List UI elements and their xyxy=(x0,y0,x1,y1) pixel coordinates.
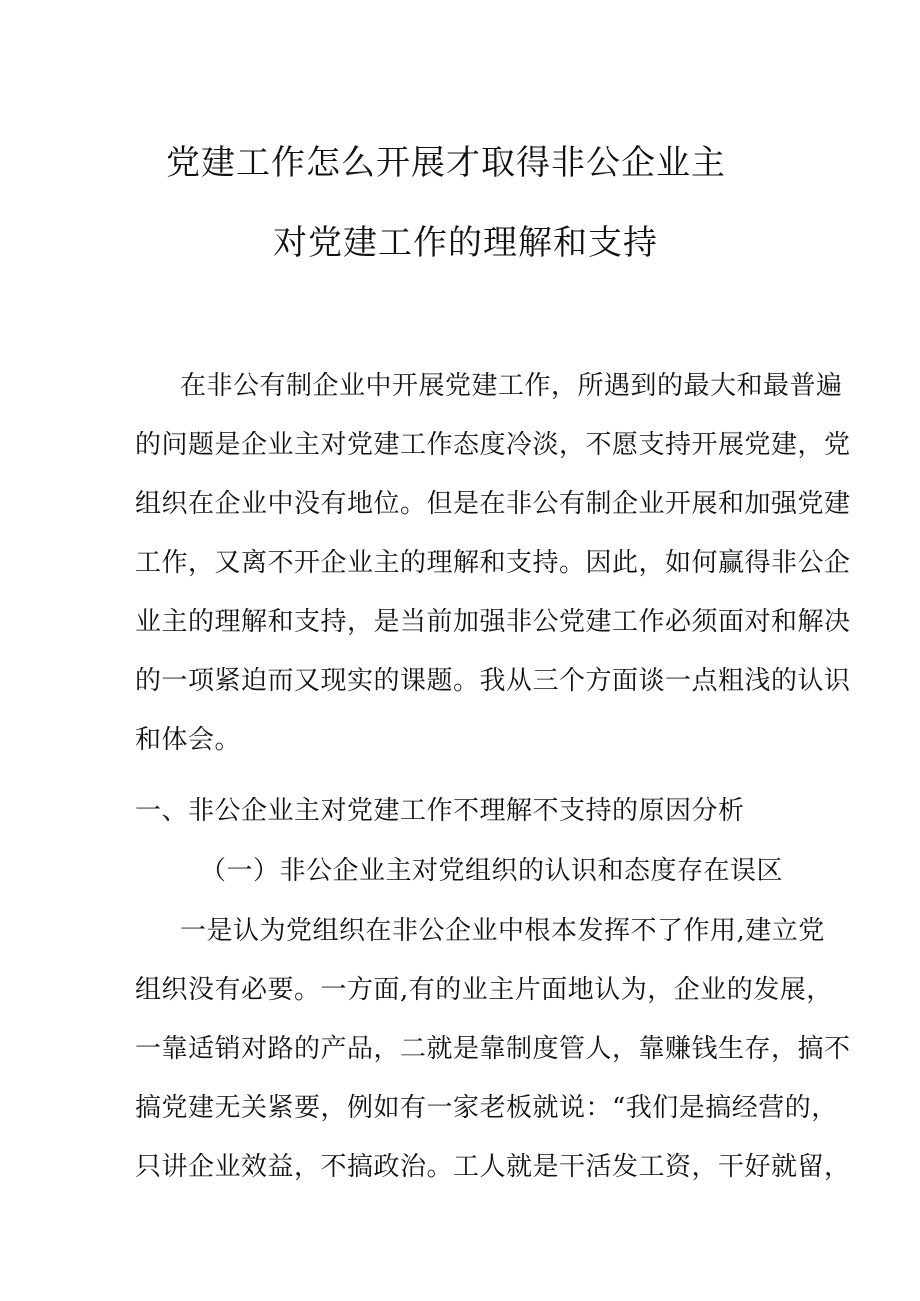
paragraph-line: 搞党建无关紧要，例如有一家老板就说：“我们是搞经营的， xyxy=(135,1093,838,1123)
paragraph-line: 在非公有制企业中开展党建工作，所遇到的最大和最普遍 xyxy=(180,371,843,401)
paragraph-line: 一是认为党组织在非公企业中根本发挥不了作用,建立党 xyxy=(180,916,825,946)
paragraph-line: 的问题是企业主对党建工作态度冷淡，不愿支持开展党建，党 xyxy=(135,430,851,460)
paragraph-line: 工作，又离不开企业主的理解和支持。因此，如何赢得非公企 xyxy=(135,548,851,578)
document-title-line-2: 对党建工作的理解和支持 xyxy=(273,223,658,263)
paragraph-line: 一靠适销对路的产品，二就是靠制度管人，靠赚钱生存，搞不 xyxy=(135,1034,851,1064)
section-heading: 一、非公企业主对党建工作不理解不支持的原因分析 xyxy=(135,796,745,826)
paragraph-line: 组织没有必要。一方面,有的业主片面地认为，企业的发展， xyxy=(135,975,833,1005)
paragraph-line: 只讲企业效益，不搞政治。工人就是干活发工资，干好就留， xyxy=(135,1152,851,1182)
paragraph-line: 业主的理解和支持，是当前加强非公党建工作必须面对和解决 xyxy=(135,607,851,637)
subsection-heading: （一）非公企业主对党组织的认识和态度存在误区 xyxy=(200,856,784,886)
paragraph-line: 和体会。 xyxy=(135,725,242,755)
paragraph-line: 组织在企业中没有地位。但是在非公有制企业开展和加强党建 xyxy=(135,489,851,519)
document-title-line-1: 党建工作怎么开展才取得非公企业主 xyxy=(166,143,726,183)
paragraph-line: 的一项紧迫而又现实的课题。我从三个方面谈一点粗浅的认识 xyxy=(135,666,851,696)
